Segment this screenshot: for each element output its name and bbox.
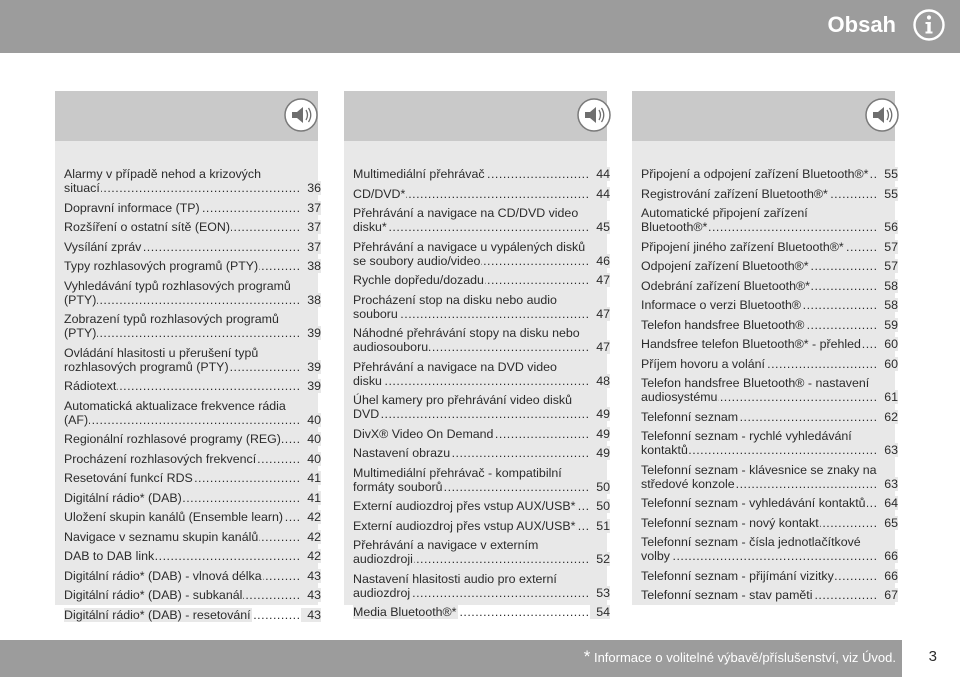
toc-entry-page: 37 <box>301 201 321 215</box>
toc-entry[interactable] <box>641 357 898 371</box>
toc-entry[interactable] <box>353 167 610 181</box>
toc-entry-page: 47 <box>590 340 610 354</box>
toc-entry-title <box>64 530 301 544</box>
toc-entry[interactable] <box>64 510 321 524</box>
toc-entry-page: 66 <box>878 549 898 563</box>
toc-entry-title <box>64 452 301 466</box>
toc-entry[interactable] <box>353 187 610 201</box>
toc-entry-label: Telefonní seznam - přijímání vizitky <box>641 568 834 583</box>
toc-entry[interactable] <box>64 201 321 215</box>
toc-entry[interactable] <box>353 293 610 321</box>
toc-entry[interactable] <box>641 318 898 332</box>
toc-entry[interactable] <box>353 499 610 513</box>
toc-entry-label: DAB to DAB link <box>64 549 155 563</box>
toc-entry-title <box>64 201 301 215</box>
toc-entry-label: Zobrazení typů rozhlasových programů (PTY) <box>64 312 279 340</box>
toc-entry-label: Typy rozhlasových programů (PTY) <box>64 259 259 273</box>
toc-entry-label: Registrování zařízení Bluetooth®* <box>641 186 828 201</box>
toc-entry-label: Dopravní informace (TP) <box>64 200 200 215</box>
toc-entry-title <box>353 360 590 388</box>
toc-entry-page: 42 <box>301 510 321 524</box>
toc-entry[interactable] <box>64 452 321 466</box>
toc-entry-label: Vyhledávání typů rozhlasových programů (PTY) <box>64 278 291 307</box>
toc-entry-label: Digitální rádio* (DAB) - vlnová délka <box>64 568 262 583</box>
toc-column-3 <box>632 91 898 605</box>
speaker-icon <box>283 97 319 133</box>
toc-entry-page: 64 <box>878 496 898 510</box>
toc-entry-page: 47 <box>590 273 610 287</box>
toc-entry-label: Handsfree telefon Bluetooth®* - přehled <box>641 337 861 351</box>
toc-column-1 <box>55 91 321 622</box>
toc-entry-page: 43 <box>301 588 321 602</box>
toc-entry-title <box>641 463 878 491</box>
toc-entry-label: Přehrávání a navigace na CD/DVD video disku* <box>353 206 579 234</box>
toc-entry-title <box>64 167 301 195</box>
toc-entry-page: 49 <box>590 446 610 460</box>
toc-entry[interactable] <box>64 312 321 340</box>
toc-entry-label: Externí audiozdroj přes vstup AUX/USB* <box>353 499 576 513</box>
toc-entry-title <box>353 273 590 287</box>
toc-entry-title <box>64 240 301 254</box>
toc-entry-page: 42 <box>301 549 321 563</box>
toc-entry[interactable] <box>353 393 610 421</box>
toc-entry-label: Rozšíření o ostatní sítě (EON) <box>64 220 230 234</box>
toc-entry-title <box>64 588 301 602</box>
toc-entries <box>353 167 610 625</box>
toc-entry[interactable] <box>641 240 898 254</box>
toc-entry-label: Přehrávání a navigace na DVD video disku <box>353 359 557 388</box>
toc-entry[interactable] <box>353 466 610 494</box>
toc-entry-title <box>353 293 590 321</box>
toc-entry-title <box>64 346 301 374</box>
toc-entry-label: Telefonní seznam - nový kontakt <box>641 515 819 530</box>
toc-entry-label: Multimediální přehrávač - kompatibilní formáty souborů <box>353 465 562 494</box>
toc-entry[interactable] <box>641 376 898 404</box>
toc-entry-label: Připojení a odpojení zařízení Bluetooth®* <box>641 167 869 181</box>
column-header <box>632 91 895 141</box>
footnote-text: Informace o volitelné výbavě/příslušenství, viz Úvod. <box>593 650 896 665</box>
toc-entry-label: Telefon handsfree Bluetooth® - nastavení audiosystému <box>641 376 870 404</box>
toc-entry-page: 58 <box>878 279 898 293</box>
toc-entry[interactable] <box>353 206 610 234</box>
toc-entry-title <box>64 279 301 307</box>
toc-entry-title <box>64 399 301 427</box>
toc-entry-title <box>353 393 590 421</box>
toc-entry-title <box>641 187 878 201</box>
toc-entry-label: Procházení stop na disku nebo audio souboru <box>353 292 557 321</box>
toc-entry-title <box>641 376 878 404</box>
toc-entry-label: Media Bluetooth®* <box>353 605 457 619</box>
toc-entry-title <box>353 519 590 533</box>
toc-entry-label: Odebrání zařízení Bluetooth®* <box>641 278 810 293</box>
footer-note <box>584 647 896 667</box>
toc-entry[interactable] <box>353 326 610 354</box>
toc-entry[interactable] <box>353 538 610 566</box>
toc-entry-label: Rychle dopředu/dozadu <box>353 273 484 287</box>
toc-entry-label: Telefonní seznam - rychlé vyhledávání kontaktů <box>641 429 852 457</box>
toc-entry[interactable] <box>353 605 610 619</box>
toc-entry-page: 37 <box>301 240 321 254</box>
toc-entry[interactable] <box>64 549 321 563</box>
toc-entry-label: Uložení skupin kanálů (Ensemble learn) <box>64 510 284 524</box>
toc-entry-page: 60 <box>878 337 898 351</box>
toc-entry-page: 37 <box>301 220 321 234</box>
toc-entry-title <box>64 471 301 485</box>
toc-entry-title <box>353 427 590 441</box>
toc-entry[interactable] <box>641 463 898 491</box>
toc-entry-page: 53 <box>590 586 610 600</box>
toc-entry-label: Úhel kamery pro přehrávání video disků DVD <box>353 393 573 421</box>
toc-entry-title <box>64 549 301 563</box>
toc-entry-page: 67 <box>878 588 898 602</box>
toc-entry[interactable] <box>64 432 321 446</box>
toc-entry-page: 40 <box>301 432 321 446</box>
toc-entry[interactable] <box>64 608 321 622</box>
toc-entry-page: 39 <box>301 360 321 374</box>
toc-entry-page: 60 <box>878 357 898 371</box>
toc-entry-page: 42 <box>301 530 321 544</box>
toc-entry-label: Připojení jiného zařízení Bluetooth®* <box>641 239 844 254</box>
toc-entry-title <box>64 510 301 524</box>
toc-entry-title <box>353 240 590 268</box>
toc-entry-page: 41 <box>301 471 321 485</box>
toc-entry-label: Procházení rozhlasových frekvencí <box>64 451 257 466</box>
toc-entry-label: Alarmy v případě nehod a krizových situací <box>64 167 261 195</box>
toc-entries <box>64 167 321 627</box>
toc-entry-page: 58 <box>878 298 898 312</box>
toc-entry-page: 62 <box>878 410 898 424</box>
toc-entry-page: 63 <box>878 477 898 491</box>
toc-entry-page: 47 <box>590 307 610 321</box>
toc-entry-page: 54 <box>590 605 610 619</box>
speaker-icon <box>576 97 612 133</box>
toc-entry-label: Navigace v seznamu skupin kanálů <box>64 529 259 544</box>
toc-entry-label: Rádiotext <box>64 379 117 393</box>
toc-entry-label: CD/DVD* <box>353 186 406 201</box>
toc-entry-title <box>64 569 301 583</box>
toc-entry-page: 38 <box>301 293 321 307</box>
toc-entry-title <box>641 279 878 293</box>
toc-entry-label: Digitální rádio* (DAB) <box>64 490 182 505</box>
toc-entry-page: 55 <box>878 187 898 201</box>
toc-entry-page: 66 <box>878 569 898 583</box>
toc-entry[interactable] <box>641 259 898 273</box>
toc-entry-title <box>64 312 301 340</box>
toc-entry[interactable] <box>64 167 321 195</box>
toc-entry-title <box>641 516 878 530</box>
toc-entry-page: 39 <box>301 326 321 340</box>
toc-entry-page: 38 <box>301 259 321 273</box>
toc-entry-label: Náhodné přehrávání stopy na disku nebo audiosouboru <box>353 326 580 354</box>
toc-entry-title <box>353 206 590 234</box>
toc-entry[interactable] <box>641 410 898 424</box>
toc-entry[interactable] <box>64 588 321 602</box>
toc-entry-label: Telefonní seznam - stav paměti <box>641 588 813 602</box>
toc-entry-label: Odpojení zařízení Bluetooth®* <box>641 259 809 273</box>
toc-entry-title <box>641 535 878 563</box>
toc-entry[interactable] <box>64 569 321 583</box>
toc-entry[interactable] <box>641 496 898 510</box>
toc-entry-title <box>641 240 878 254</box>
toc-entry-page: 50 <box>590 480 610 494</box>
toc-entry[interactable] <box>353 572 610 600</box>
toc-entry[interactable] <box>353 446 610 460</box>
toc-entry-page: 45 <box>590 220 610 234</box>
toc-entry-page: 46 <box>590 254 610 268</box>
toc-entry-page: 63 <box>878 443 898 457</box>
header-bar <box>0 0 960 53</box>
toc-entry-label: Multimediální přehrávač <box>353 167 485 181</box>
toc-entry-label: DivX® Video On Demand <box>353 426 494 441</box>
toc-entries <box>641 167 898 608</box>
column-header <box>344 91 607 141</box>
toc-entry-page: 40 <box>301 413 321 427</box>
toc-entry-page: 50 <box>590 499 610 513</box>
toc-entry-title <box>353 446 590 460</box>
toc-entry-label: Přehrávání a navigace u vypálených disků se soubory audio/video <box>353 239 586 268</box>
toc-entry[interactable] <box>64 379 321 393</box>
toc-entry-title <box>641 410 878 424</box>
toc-entry-label: Automatické připojení zařízení Bluetooth®* <box>641 206 808 234</box>
toc-column-2 <box>344 91 610 619</box>
toc-entry-label: Telefonní seznam - čísla jednotlačítkové volby <box>641 535 861 563</box>
toc-entry[interactable] <box>641 298 898 312</box>
toc-entry[interactable] <box>353 519 610 533</box>
toc-entry-title <box>641 588 878 602</box>
toc-entry[interactable] <box>64 259 321 273</box>
toc-entry-title <box>641 318 878 332</box>
toc-entry-label: Telefonní seznam - vyhledávání kontaktů <box>641 496 866 510</box>
page-number: 3 <box>928 648 937 665</box>
toc-entry-page: 39 <box>301 379 321 393</box>
toc-entry[interactable] <box>64 346 321 374</box>
toc-entry-label: Automatická aktualizace frekvence rádia (AF) <box>64 398 286 427</box>
toc-entry-label: Informace o verzi Bluetooth® <box>641 298 801 312</box>
toc-entry[interactable] <box>641 516 898 530</box>
toc-entry-title <box>64 220 301 234</box>
footnote-star: * <box>583 647 591 666</box>
toc-entry[interactable] <box>64 399 321 427</box>
toc-entry[interactable] <box>641 337 898 351</box>
toc-entry-label: Digitální rádio* (DAB) - resetování <box>64 607 251 622</box>
column-header <box>55 91 318 141</box>
toc-entry[interactable] <box>64 279 321 307</box>
toc-entry-label: Telefon handsfree Bluetooth® <box>641 317 805 332</box>
toc-entry-title <box>64 608 301 622</box>
toc-entry[interactable] <box>64 220 321 234</box>
toc-entry-page: 43 <box>301 569 321 583</box>
toc-entry-title <box>641 357 878 371</box>
toc-entry-page: 49 <box>590 407 610 421</box>
toc-entry-title <box>641 337 878 351</box>
toc-entry[interactable] <box>641 206 898 234</box>
toc-entry-label: Příjem hovoru a volání <box>641 356 765 371</box>
toc-entry-page: 55 <box>878 167 898 181</box>
toc-entry-title <box>353 326 590 354</box>
toc-entry-label: Přehrávání a navigace v externím audiozdroji <box>353 538 539 566</box>
toc-entry-title <box>641 206 878 234</box>
toc-entry-title <box>64 491 301 505</box>
toc-entry-page: 41 <box>301 491 321 505</box>
toc-entry-page: 65 <box>878 516 898 530</box>
toc-entry-page: 52 <box>590 552 610 566</box>
toc-entry-title <box>353 187 590 201</box>
toc-entry-title <box>353 572 590 600</box>
toc-entry[interactable] <box>641 187 898 201</box>
toc-entry-title <box>641 259 878 273</box>
toc-entry-title <box>64 259 301 273</box>
toc-entry-page: 44 <box>590 187 610 201</box>
toc-entry-title <box>641 569 878 583</box>
toc-entry-label: Digitální rádio* (DAB) - subkanál <box>64 588 243 602</box>
toc-entry-page: 43 <box>301 608 321 622</box>
toc-entry-title <box>353 499 590 513</box>
toc-entry[interactable] <box>64 240 321 254</box>
toc-entry-title <box>641 298 878 312</box>
toc-entry[interactable] <box>641 429 898 457</box>
toc-entry-page: 57 <box>878 259 898 273</box>
toc-entry-title <box>353 466 590 494</box>
toc-entry[interactable] <box>641 588 898 602</box>
toc-entry-title <box>64 379 301 393</box>
toc-entry-title <box>641 429 878 457</box>
toc-entry[interactable] <box>353 360 610 388</box>
page-title: Obsah <box>827 12 896 37</box>
toc-entry-label: Regionální rozhlasové programy (REG) <box>64 432 281 446</box>
toc-entry-page: 56 <box>878 220 898 234</box>
toc-entry-label: Resetování funkcí RDS <box>64 471 193 485</box>
toc-entry[interactable] <box>641 569 898 583</box>
toc-entry-title <box>353 167 590 181</box>
toc-entry-label: Telefonní seznam - klávesnice se znaky na středové konzole <box>641 462 877 491</box>
toc-entry[interactable] <box>64 471 321 485</box>
toc-entry-label: Nastavení obrazu <box>353 446 451 460</box>
toc-entry-title <box>64 432 301 446</box>
toc-entry[interactable] <box>353 427 610 441</box>
toc-entry-label: Vysílání zpráv <box>64 239 142 254</box>
toc-entry-label: Telefonní seznam <box>641 409 739 424</box>
toc-entry-page: 49 <box>590 427 610 441</box>
toc-entry-page: 36 <box>301 181 321 195</box>
toc-entry-label: Nastavení hlasitosti audio pro externí audiozdroj <box>353 571 557 600</box>
toc-entry-page: 61 <box>878 390 898 404</box>
toc-entry-title <box>641 167 878 181</box>
toc-entry-page: 44 <box>590 167 610 181</box>
toc-entry-page: 59 <box>878 318 898 332</box>
toc-entry-label: Ovládání hlasitosti u přerušení typů rozhlasových programů (PTY) <box>64 345 259 374</box>
toc-entry-title <box>353 605 590 619</box>
toc-entry-page: 40 <box>301 452 321 466</box>
toc-entry[interactable] <box>64 530 321 544</box>
toc-entry-page: 48 <box>590 374 610 388</box>
speaker-icon <box>864 97 900 133</box>
toc-entry-title <box>641 496 878 510</box>
toc-entry[interactable] <box>641 535 898 563</box>
toc-entry[interactable] <box>641 167 898 181</box>
toc-entry[interactable] <box>353 240 610 268</box>
toc-entry[interactable] <box>64 491 321 505</box>
toc-entry[interactable] <box>353 273 610 287</box>
toc-entry-title <box>353 538 590 566</box>
toc-entry-page: 57 <box>878 240 898 254</box>
toc-entry-page: 51 <box>590 519 610 533</box>
info-icon <box>912 8 946 42</box>
toc-entry[interactable] <box>641 279 898 293</box>
toc-entry-label: Externí audiozdroj přes vstup AUX/USB* <box>353 518 576 533</box>
